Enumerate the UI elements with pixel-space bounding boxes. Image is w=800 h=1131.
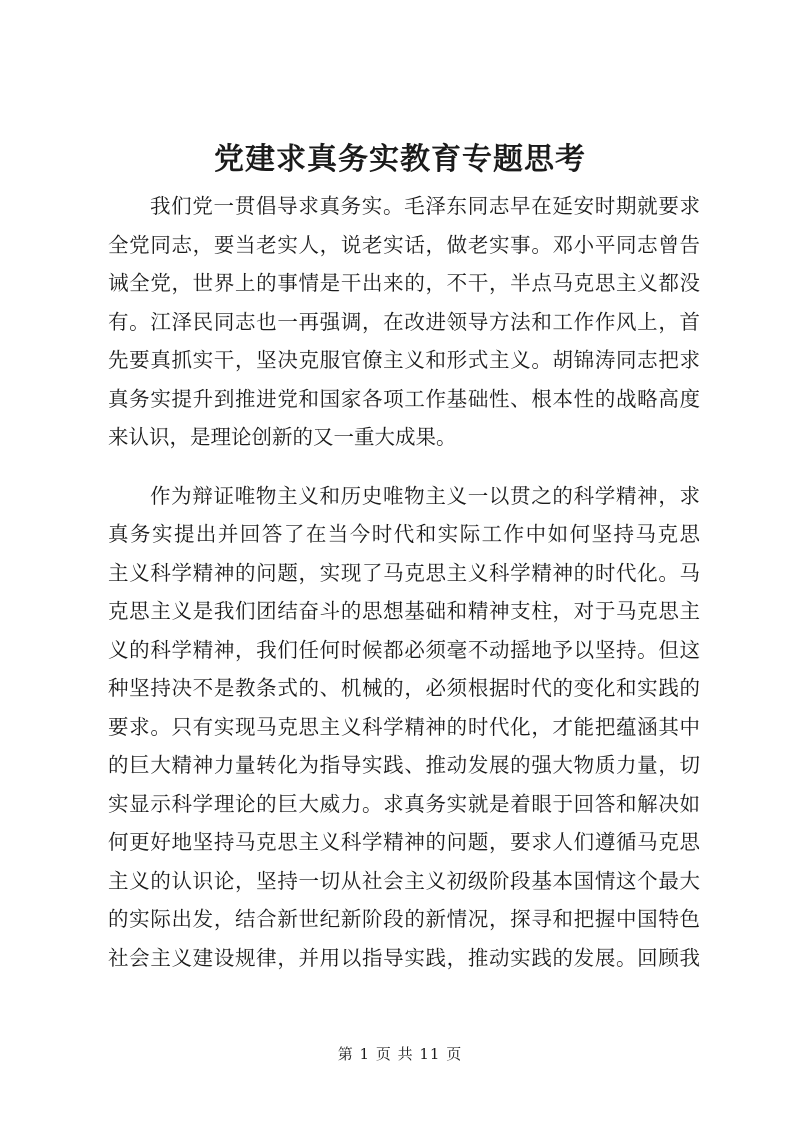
text-line: 的实际出发，结合新世纪新阶段的新情况，探寻和把握中国特色 [108,907,700,931]
text-line: 的巨大精神力量转化为指导实践、推动发展的强大物质力量，切 [108,753,700,777]
text-line: 种坚持决不是教条式的、机械的，必须根据时代的变化和实践的 [108,676,700,700]
text-line: 真务实提出并回答了在当今时代和实际工作中如何坚持马克思 [108,522,700,546]
paragraph-2 [108,477,700,978]
document-title: 党建求真务实教育专题思考 [214,142,586,177]
paragraph-gap [108,457,700,477]
text-line: 要求。只有实现马克思主义科学精神的时代化，才能把蕴涵其中 [108,714,700,739]
text-line: 我们党一贯倡导求真务实。毛泽东同志早在延安时期就要求 [150,194,700,218]
text-line: 先要真抓实干，坚决克服官僚主义和形式主义。胡锦涛同志把求 [108,348,700,372]
page-number-footer: 第 1 页 共 11 页 [337,1045,463,1063]
text-line: 实显示科学理论的巨大威力。求真务实就是着眼于回答和解决如 [108,791,700,816]
text-line: 社会主义建设规律，并用以指导实践，推动实践的发展。回顾我 [108,945,700,970]
text-line: 真务实提升到推进党和国家各项工作基础性、根本性的战略高度 [108,386,700,411]
text-line: 主义的认识论，坚持一切从社会主义初级阶段基本国情这个最大 [108,868,700,893]
text-line: 来认识，是理论创新的又一重大成果。 [108,425,457,449]
text-line: 义的科学精神，我们任何时候都必须毫不动摇地予以坚持。但这 [108,637,700,662]
paragraph-1 [108,187,700,457]
text-line: 何更好地坚持马克思主义科学精神的问题，要求人们遵循马克思 [108,830,700,854]
text-line: 全党同志，要当老实人，说老实话，做老实事。邓小平同志曾告 [108,232,700,257]
text-line: 主义科学精神的问题，实现了马克思主义科学精神的时代化。马 [108,560,700,585]
text-line: 有。江泽民同志也一再强调，在改进领导方法和工作作风上，首 [108,309,700,334]
text-line: 克思主义是我们团结奋斗的思想基础和精神支柱，对于马克思主 [108,599,700,623]
text-line: 诫全党，世界上的事情是干出来的，不干，半点马克思主义都没 [108,271,700,295]
text-line: 作为辩证唯物主义和历史唯物主义一以贯之的科学精神，求 [150,483,700,508]
document-body [108,187,700,977]
